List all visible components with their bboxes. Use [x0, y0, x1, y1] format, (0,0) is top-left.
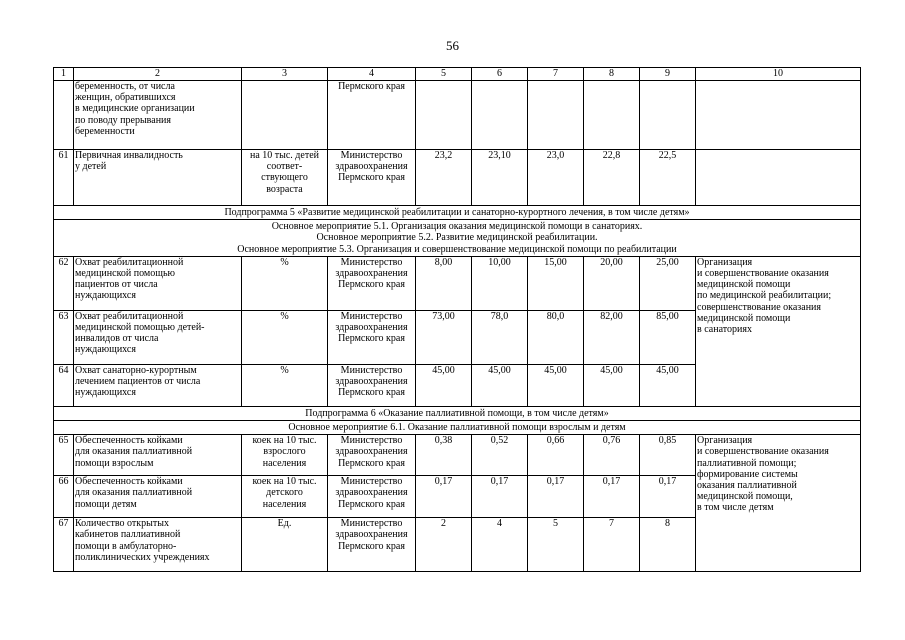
- value-cell: 85,00: [640, 310, 696, 364]
- table-row: [54, 81, 861, 150]
- value-cell: 22,5: [640, 150, 696, 206]
- value-cell: 45,00: [472, 364, 528, 406]
- page-number: 56: [446, 38, 459, 53]
- indicator-name: Количество открытых кабинетов паллиативной помощи в амбулаторно- поликлинических учреждениях: [74, 518, 242, 572]
- indicator-name: беременность, от числа женщин, обратившихся в медицинские организации по поводу прерывания беременности: [74, 81, 242, 150]
- value-cell: 80,0: [528, 310, 584, 364]
- value-cell: 23,2: [416, 150, 472, 206]
- unit: коек на 10 тыс. взрослого населения: [242, 435, 328, 476]
- unit: коек на 10 тыс. детского населения: [242, 476, 328, 518]
- responsible-org: Министерство здравоохранения Пермского края: [328, 150, 416, 206]
- indicators-table: [53, 67, 861, 572]
- value-cell: 23,0: [528, 150, 584, 206]
- header-row: [54, 68, 861, 81]
- row-number: 67: [54, 518, 74, 572]
- responsible-org: Министерство здравоохранения Пермского края: [328, 518, 416, 572]
- program-note: Организация и совершенствование оказания медицинской помощи по медицинской реабилитации; совершенствование оказания медицинской помощи в санаториях: [696, 256, 861, 406]
- value-cell: 78,0: [472, 310, 528, 364]
- value-cell: 45,00: [416, 364, 472, 406]
- unit: на 10 тыс. детей соответ- ствующего возраста: [242, 150, 328, 206]
- responsible-org: Министерство здравоохранения Пермского края: [328, 256, 416, 310]
- row-number: 63: [54, 310, 74, 364]
- responsible-org: Министерство здравоохранения Пермского края: [328, 476, 416, 518]
- value-cell: 0,85: [640, 435, 696, 476]
- value-cell: 0,17: [640, 476, 696, 518]
- table-row: [54, 256, 861, 310]
- indicator-name: Охват реабилитационной медицинской помощью пациентов от числа нуждающихся: [74, 256, 242, 310]
- value-cell: 82,00: [584, 310, 640, 364]
- indicator-name: Охват реабилитационной медицинской помощью детей- инвалидов от числа нуждающихся: [74, 310, 242, 364]
- header-cell: 10: [696, 68, 861, 81]
- value-cell: 45,00: [528, 364, 584, 406]
- unit: Ед.: [242, 518, 328, 572]
- value-cell: 45,00: [640, 364, 696, 406]
- value-cell: 73,00: [416, 310, 472, 364]
- main-events: Основное мероприятие 5.1. Организация оказания медицинской помощи в санаториях. Основное мероприятие 5.2. Развитие медицинской реабилитации. Основное мероприятие 5.3. Организация и совершенствование медицинской помощи по реабилитации: [54, 220, 861, 257]
- unit: %: [242, 364, 328, 406]
- indicator-name: Охват санаторно-курортным лечением пациентов от числа нуждающихся: [74, 364, 242, 406]
- value-cell: 7: [584, 518, 640, 572]
- value-cell: 0,38: [416, 435, 472, 476]
- header-cell: 3: [242, 68, 328, 81]
- value-cell: 25,00: [640, 256, 696, 310]
- value-cell: 0,17: [584, 476, 640, 518]
- subprogram-title: Подпрограмма 5 «Развитие медицинской реабилитации и санаторно-курортного лечения, в том числе детям»: [54, 206, 861, 220]
- value-cell: 5: [528, 518, 584, 572]
- subprogram-title: Подпрограмма 6 «Оказание паллиативной помощи, в том числе детям»: [54, 406, 861, 420]
- section-row: [54, 421, 861, 435]
- value-cell: 8,00: [416, 256, 472, 310]
- main-events: Основное мероприятие 6.1. Оказание паллиативной помощи взрослым и детям: [54, 421, 861, 435]
- unit: %: [242, 256, 328, 310]
- section-row: [54, 206, 861, 220]
- value-cell: 0,17: [416, 476, 472, 518]
- row-number: 64: [54, 364, 74, 406]
- header-cell: 2: [74, 68, 242, 81]
- header-cell: 1: [54, 68, 74, 81]
- value-cell: 45,00: [584, 364, 640, 406]
- section-row: [54, 220, 861, 257]
- value-cell: 23,10: [472, 150, 528, 206]
- row-number: 65: [54, 435, 74, 476]
- table-row: [54, 435, 861, 476]
- header-cell: 4: [328, 68, 416, 81]
- value-cell: 10,00: [472, 256, 528, 310]
- section-row: [54, 406, 861, 420]
- value-cell: 0,52: [472, 435, 528, 476]
- indicator-name: Первичная инвалидность у детей: [74, 150, 242, 206]
- row-number: 66: [54, 476, 74, 518]
- indicator-name: Обеспеченность койками для оказания паллиативной помощи детям: [74, 476, 242, 518]
- row-number: 62: [54, 256, 74, 310]
- header-cell: 9: [640, 68, 696, 81]
- header-cell: 5: [416, 68, 472, 81]
- responsible-org: Министерство здравоохранения Пермского края: [328, 435, 416, 476]
- responsible-org: Министерство здравоохранения Пермского края: [328, 310, 416, 364]
- table-row: [54, 150, 861, 206]
- indicator-name: Обеспеченность койками для оказания паллиативной помощи взрослым: [74, 435, 242, 476]
- row-number: 61: [54, 150, 74, 206]
- header-cell: 8: [584, 68, 640, 81]
- unit: %: [242, 310, 328, 364]
- value-cell: 0,17: [528, 476, 584, 518]
- value-cell: 0,17: [472, 476, 528, 518]
- value-cell: 22,8: [584, 150, 640, 206]
- value-cell: 2: [416, 518, 472, 572]
- value-cell: 0,66: [528, 435, 584, 476]
- value-cell: 15,00: [528, 256, 584, 310]
- value-cell: 20,00: [584, 256, 640, 310]
- value-cell: 4: [472, 518, 528, 572]
- value-cell: 0,76: [584, 435, 640, 476]
- header-cell: 6: [472, 68, 528, 81]
- responsible-org: Пермского края: [328, 81, 416, 150]
- responsible-org: Министерство здравоохранения Пермского края: [328, 364, 416, 406]
- value-cell: 8: [640, 518, 696, 572]
- program-note: Организация и совершенствование оказания паллиативной помощи; формирование системы оказания паллиативной медицинской помощи, в том числе детям: [696, 435, 861, 572]
- header-cell: 7: [528, 68, 584, 81]
